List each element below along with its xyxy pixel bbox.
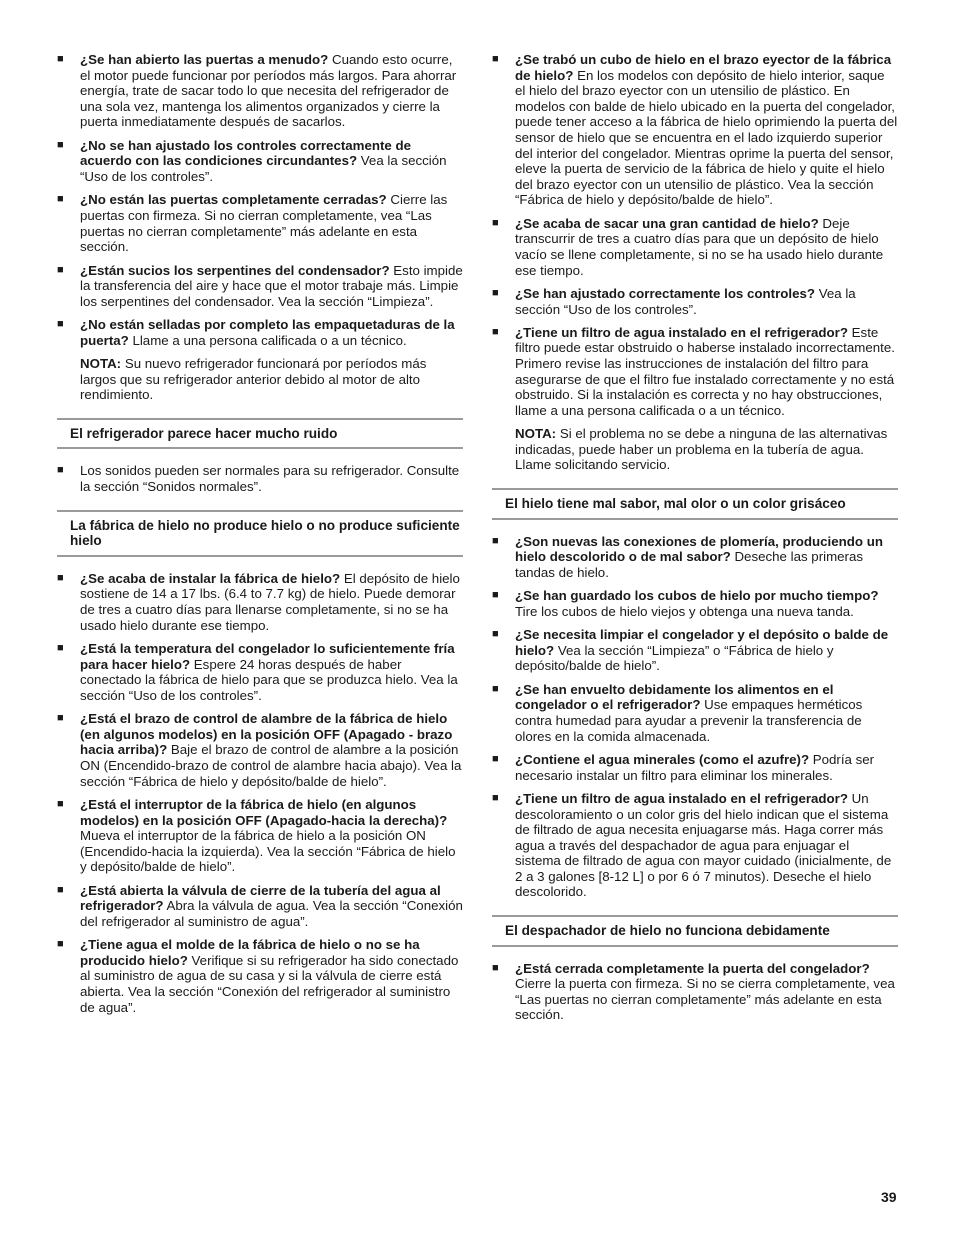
list-item xyxy=(492,325,898,419)
list-item xyxy=(57,463,463,494)
bullet-square-icon: ■ xyxy=(492,682,499,695)
item-answer: Deseche las primeras tandas de hielo. xyxy=(515,549,864,580)
item-question: ¿Se han guardado los cubos de hielo por mucho tiempo? xyxy=(515,588,879,604)
list-item xyxy=(492,588,898,619)
bullet-square-icon: ■ xyxy=(57,318,64,331)
item-question: ¿Está el interruptor de la fábrica de hielo (en algunos modelos) en la posición OFF (Apagado-hacia la derecha)? xyxy=(80,796,448,828)
list-item xyxy=(492,534,898,581)
right-group1 xyxy=(492,52,898,418)
bullet-square-icon: ■ xyxy=(492,53,499,65)
list-item xyxy=(57,883,463,930)
list-item xyxy=(57,317,463,348)
left-column xyxy=(57,52,463,1023)
left-group3 xyxy=(57,571,463,1015)
item-answer: Esto impide la transferencia del aire y hace que el motor trabaje más. Limpie los serpentines del condensador. Vea la sección “Limpieza”. xyxy=(80,262,463,309)
section-heading-noise: El refrigerador parece hacer mucho ruido xyxy=(57,418,463,450)
item-question: ¿Se han envuelto debidamente los alimentos en el congelador o el refrigerador? xyxy=(515,681,834,713)
bullet-square-icon: ■ xyxy=(57,938,64,951)
right-group3 xyxy=(492,961,898,1023)
list-item xyxy=(57,711,463,789)
section-heading-dispenser: El despachador de hielo no funciona debidamente xyxy=(492,915,898,947)
item-answer: Cierre las puertas con firmeza. Si no cierran completamente, vea “Las puertas no cierran completamente” más adelante en esta sección. xyxy=(80,192,448,255)
item-answer: Vea la sección “Uso de los controles”. xyxy=(515,285,856,317)
item-answer: Llame a una persona calificada o a un técnico. xyxy=(128,332,407,348)
bullet-square-icon: ■ xyxy=(57,263,64,276)
list-item xyxy=(57,641,463,703)
item-answer: Un descoloramiento o un color gris del hielo indican que el sistema de filtrado de agua necesita enjuagarse más. Haga correr más agua a través del despachador de agua para enjuagar el sistema de filtrado de agua con mayor cuidado (inicialmente, de 2 a 3 galones [8-12 L] o por 6 ó 7 minutos). Deseche el hielo descolorido. xyxy=(515,790,892,900)
note xyxy=(492,426,898,473)
bullet-square-icon: ■ xyxy=(57,712,64,725)
item-question: ¿Tiene agua el molde de la fábrica de hielo o no se ha producido hielo? xyxy=(80,937,420,968)
list-item xyxy=(492,961,898,1023)
item-answer: Mueva el interruptor de la fábrica de hielo a la posición ON (Encendido-hacia la izquierda). Vea la sección “Fábrica de hielo y depósito/balde de hielo”. xyxy=(80,828,456,875)
list-item xyxy=(57,192,463,254)
item-answer: Vea la sección “Uso de los controles”. xyxy=(80,153,447,184)
bullet-square-icon: ■ xyxy=(492,286,499,299)
list-item xyxy=(57,263,463,310)
note-text: Su nuevo refrigerador funcionará por períodos más largos que su refrigerador anterior debido al motor de alto rendimiento. xyxy=(80,356,427,403)
note-label: NOTA: xyxy=(515,426,557,442)
item-question: ¿No están selladas por completo las empaquetaduras de la puerta? xyxy=(80,317,455,348)
item-answer: Tire los cubos de hielo viejos y obtenga una nueva tanda. xyxy=(515,603,854,619)
bullet-square-icon: ■ xyxy=(492,961,499,974)
item-answer: Este filtro puede estar obstruido o haberse instalado incorrectamente. Primero revise las instrucciones de instalación del filtro para asegurarse de que el filtro fue instalado correctamente y no está obstruido. Si la instalación es correcta y no hay obstrucciones, llame a una persona calificada o a un técnico. xyxy=(515,324,895,418)
item-question: ¿Tiene un filtro de agua instalado en el refrigerador? xyxy=(515,324,848,340)
item-question: ¿Está el brazo de control de alambre de la fábrica de hielo (en algunos modelos) en la posición OFF (Apagado - brazo hacia arriba)? xyxy=(80,711,453,758)
item-question: ¿Tiene un filtro de agua instalado en el refrigerador? xyxy=(515,790,848,806)
bullet-square-icon: ■ xyxy=(57,571,64,584)
list-item xyxy=(492,682,898,744)
list-item xyxy=(57,937,463,1015)
item-question: ¿Se trabó un cubo de hielo en el brazo eyector de la fábrica de hielo? xyxy=(515,52,892,83)
item-answer: Cierre la puerta con firmeza. Si no se cierra completamente, vea “Las puertas no cierran completamente” más adelante en esta sección. xyxy=(515,976,895,1023)
bullet-square-icon: ■ xyxy=(57,642,64,654)
bullet-square-icon: ■ xyxy=(57,138,64,151)
list-item xyxy=(492,752,898,783)
list-item xyxy=(57,797,463,875)
item-answer: Cuando esto ocurre, el motor puede funcionar por períodos más largos. Para ahorrar energía, trate de sacar todo lo que necesita del refrigerador de una sola vez, mantenga los alimentos organizados y cierre la puerta inmediatamente después de sacarlos. xyxy=(80,52,457,130)
list-item xyxy=(57,138,463,185)
list-item xyxy=(492,216,898,278)
item-question: ¿Está la temperatura del congelador lo suficientemente fría para hacer hielo? xyxy=(80,641,455,672)
note-label: NOTA: xyxy=(80,356,122,372)
note xyxy=(57,356,463,403)
bullet-square-icon: ■ xyxy=(57,464,64,477)
bullet-square-icon: ■ xyxy=(492,325,499,338)
item-question: ¿Está cerrada completamente la puerta del congelador? xyxy=(515,960,870,976)
bullet-square-icon: ■ xyxy=(57,883,64,896)
bullet-square-icon: ■ xyxy=(492,628,499,641)
item-answer: Use empaques herméticos contra humedad para ayudar a prevenir la transferencia de olores en la comida almacenada. xyxy=(515,697,863,744)
item-answer: El depósito de hielo sostiene de 14 a 17 lbs. (6.4 to 7.7 kg) de hielo. Puede demorar de tres a cuatro días para llenarse completamente, si no se ha usado hielo durante ese tiempo. xyxy=(80,570,460,633)
bullet-square-icon: ■ xyxy=(492,752,499,765)
list-item xyxy=(57,571,463,633)
item-question: ¿Se han abierto las puertas a menudo? xyxy=(80,52,329,67)
bullet-square-icon: ■ xyxy=(57,797,64,810)
item-answer: Baje el brazo de control de alambre a la posición ON (Encendido-brazo de control de alambre hacia abajo). Vea la sección “Fábrica de hielo y depósito/balde de hielo”. xyxy=(80,742,462,789)
list-item xyxy=(492,791,898,900)
list-item xyxy=(492,627,898,674)
item-question: ¿Está abierta la válvula de cierre de la tubería del agua al refrigerador? xyxy=(80,882,441,914)
item-answer: Abra la válvula de agua. Vea la sección “Conexión del refrigerador al suministro de agua”. xyxy=(80,898,463,929)
bullet-square-icon: ■ xyxy=(492,216,499,229)
note-text: Si el problema no se debe a ninguna de las alternativas indicadas, puede haber un problema en la tubería de agua. Llame solicitando servicio. xyxy=(515,426,888,473)
item-answer: Verifique si su refrigerador ha sido conectado al suministro de agua de su casa y si la válvula de cierre está abierta. Vea la sección “Conexión del refrigerador al suministro de agua”. xyxy=(80,952,459,1015)
section-heading-ice-taste: El hielo tiene mal sabor, mal olor o un color grisáceo xyxy=(492,488,898,520)
section-heading-ice-maker: La fábrica de hielo no produce hielo o no produce suficiente hielo xyxy=(57,510,463,557)
list-item xyxy=(492,286,898,317)
item-question: ¿Se acaba de sacar una gran cantidad de hielo? xyxy=(515,215,819,231)
item-answer: Los sonidos pueden ser normales para su refrigerador. Consulte la sección “Sonidos normales”. xyxy=(80,463,460,495)
bullet-square-icon: ■ xyxy=(492,534,499,547)
bullet-square-icon: ■ xyxy=(492,791,499,804)
item-question: ¿No se han ajustado los controles correctamente de acuerdo con las condiciones circundantes? xyxy=(80,137,412,169)
item-question: ¿Se necesita limpiar el congelador y el depósito o balde de hielo? xyxy=(515,627,889,658)
item-question: ¿Se han ajustado correctamente los controles? xyxy=(515,285,815,301)
item-answer: Podría ser necesario instalar un filtro para eliminar los minerales. xyxy=(515,751,875,783)
page-number: 39 xyxy=(881,1189,897,1205)
item-question: ¿No están las puertas completamente cerradas? xyxy=(80,192,387,208)
item-answer: Deje transcurrir de tres a cuatro días para que un depósito de hielo vacío se llene completamente, si no se ha usado hielo durante ese tiempo. xyxy=(515,215,884,278)
right-column xyxy=(492,52,898,1031)
item-question: ¿Contiene el agua minerales (como el azufre)? xyxy=(515,751,810,767)
left-group1 xyxy=(57,52,463,348)
item-answer: Vea la sección “Limpieza” o “Fábrica de hielo y depósito/balde de hielo”. xyxy=(515,642,834,674)
right-group2 xyxy=(492,534,898,900)
list-item xyxy=(57,52,463,130)
bullet-square-icon: ■ xyxy=(57,53,64,65)
item-question: ¿Son nuevas las conexiones de plomería, produciendo un hielo descolorido o de mal sabor? xyxy=(515,533,883,565)
left-group2 xyxy=(57,463,463,494)
item-answer: En los modelos con depósito de hielo interior, saque el hielo del brazo eyector con un utensilio de plástico. En modelos con balde de hielo ubicado en la puerta del congelador, puede tener acceso a la fábrica de hielo oprimiendo la puerta del sensor de hielo que se encuentra en el lado izquierdo superior del interior del congelador. Mientras oprime la puerta del sensor, eleve la puerta de servicio de la fábrica de hielo y quite el hielo del brazo eyector con un utensilio de plástico. Vea la sección “Fábrica de hielo y depósito/balde de hielo”. xyxy=(515,67,898,208)
item-question: ¿Se acaba de instalar la fábrica de hielo? xyxy=(80,570,341,586)
bullet-square-icon: ■ xyxy=(57,193,64,206)
item-answer: Espere 24 horas después de haber conectado la fábrica de hielo para que se produzca hielo. Vea la sección “Uso de los controles”. xyxy=(80,656,458,703)
bullet-square-icon: ■ xyxy=(492,589,499,602)
item-question: ¿Están sucios los serpentines del condensador? xyxy=(80,262,390,278)
list-item xyxy=(492,52,898,208)
